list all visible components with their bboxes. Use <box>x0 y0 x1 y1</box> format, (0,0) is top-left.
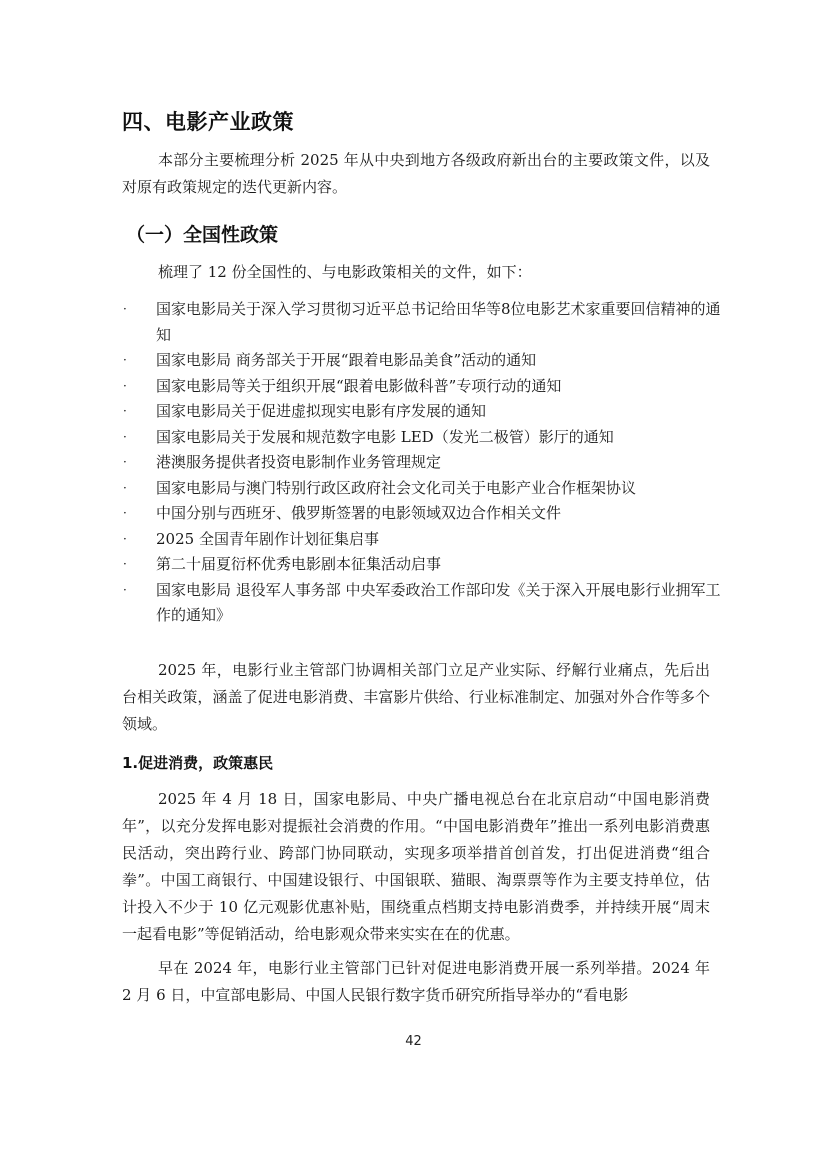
bullet-icon: · <box>123 557 127 571</box>
document-list-item <box>122 450 722 476</box>
bullet-icon: · <box>123 480 127 495</box>
intro-paragraph: 本部分主要梳理分析 2025 年从中央到地方各级政府新出台的主要政策文件，以及对原有政策规定的迭代更新内容。 <box>122 151 710 196</box>
bullet-icon: · <box>123 302 127 316</box>
document-list <box>122 297 722 629</box>
document-list-item <box>122 552 722 578</box>
document-list-item <box>122 476 722 502</box>
document-list-item <box>122 374 722 400</box>
bullet-icon: · <box>123 404 127 418</box>
summary-paragraph: 2025 年，电影行业主管部门协调相关部门立足产业实际、纾解行业痛点，先后出台相关政策，涵盖了促进电影消费、丰富影片供给、行业标准制定、加强对外合作等多个领域。 <box>122 661 710 733</box>
document-list-item <box>122 501 722 527</box>
document-title: 第二十届夏衍杯优秀电影剧本征集活动启事 <box>156 555 442 573</box>
section-title: 四、电影产业政策 <box>122 110 294 134</box>
document-title: 国家电影局 商务部关于开展“跟着电影品美食”活动的通知 <box>156 351 537 369</box>
document-title: 港澳服务提供者投资电影制作业务管理规定 <box>156 453 442 471</box>
bullet-icon: · <box>123 353 127 367</box>
document-title: 国家电影局关于促进虚拟现实电影有序发展的通知 <box>156 402 487 420</box>
document-list-item <box>122 399 722 425</box>
page-number: 42 <box>405 1034 422 1049</box>
list-intro: 梳理了 12 份全国性的、与电影政策相关的文件，如下： <box>158 263 532 281</box>
bullet-icon: · <box>123 582 127 597</box>
document-title: 中国分别与西班牙、俄罗斯签署的电影领域双边合作相关文件 <box>156 504 562 522</box>
document-list-item <box>122 297 722 348</box>
topic-title: 1.促进消费，政策惠民 <box>122 754 274 772</box>
document-title: 国家电影局 退役军人事务部 中央军委政治工作部印发《关于深入开展电影行业拥军工作的通知》 <box>156 580 721 624</box>
topic-paragraph-1: 2025 年 4 月 18 日，国家电影局、中央广播电视总台在北京启动“中国电影消费年”，以充分发挥电影对提振社会消费的作用。“中国电影消费年”推出一系列电影消费惠民活动，突出跨行业、跨部门协同联动，实现多项举措首创首发，打出促进消费“组合拳”。中国工商银行、中国建设银行、中国银联、猫眼、淘票票等作为主要支持单位，估计投入不少于 10 亿元观影优惠补贴，围绕重点档期支持电影消费季，并持续开展“周末一起看电影”等促销活动，给电影观众带来实实在在的优惠。 <box>122 790 710 943</box>
document-list-item <box>122 348 722 374</box>
bullet-icon: · <box>123 378 127 393</box>
document-title: 国家电影局与澳门特别行政区政府社会文化司关于电影产业合作框架协议 <box>156 478 637 497</box>
bullet-icon: · <box>123 506 127 520</box>
document-list-item <box>122 578 722 629</box>
bullet-icon: · <box>123 531 127 546</box>
bullet-icon: · <box>123 429 127 444</box>
document-list-item <box>122 425 722 451</box>
document-title: 国家电影局等关于组织开展“跟着电影做科普”专项行动的通知 <box>156 376 562 395</box>
document-title: 国家电影局关于深入学习贯彻习近平总书记给田华等8位电影艺术家重要回信精神的通知 <box>156 300 721 344</box>
document-title: 国家电影局关于发展和规范数字电影 LED（发光二极管）影厅的通知 <box>156 427 614 446</box>
topic-paragraph-2: 早在 2024 年，电影行业主管部门已针对促进电影消费开展一系列举措。2024 年 2 月 6 日，中宣部电影局、中国人民银行数字货币研究所指导举办的“看电影 <box>122 959 710 1004</box>
bullet-icon: · <box>123 455 127 469</box>
document-list-item <box>122 527 722 553</box>
document-title: 2025 全国青年剧作计划征集启事 <box>156 529 379 548</box>
subsection-title: （一）全国性政策 <box>126 224 279 246</box>
